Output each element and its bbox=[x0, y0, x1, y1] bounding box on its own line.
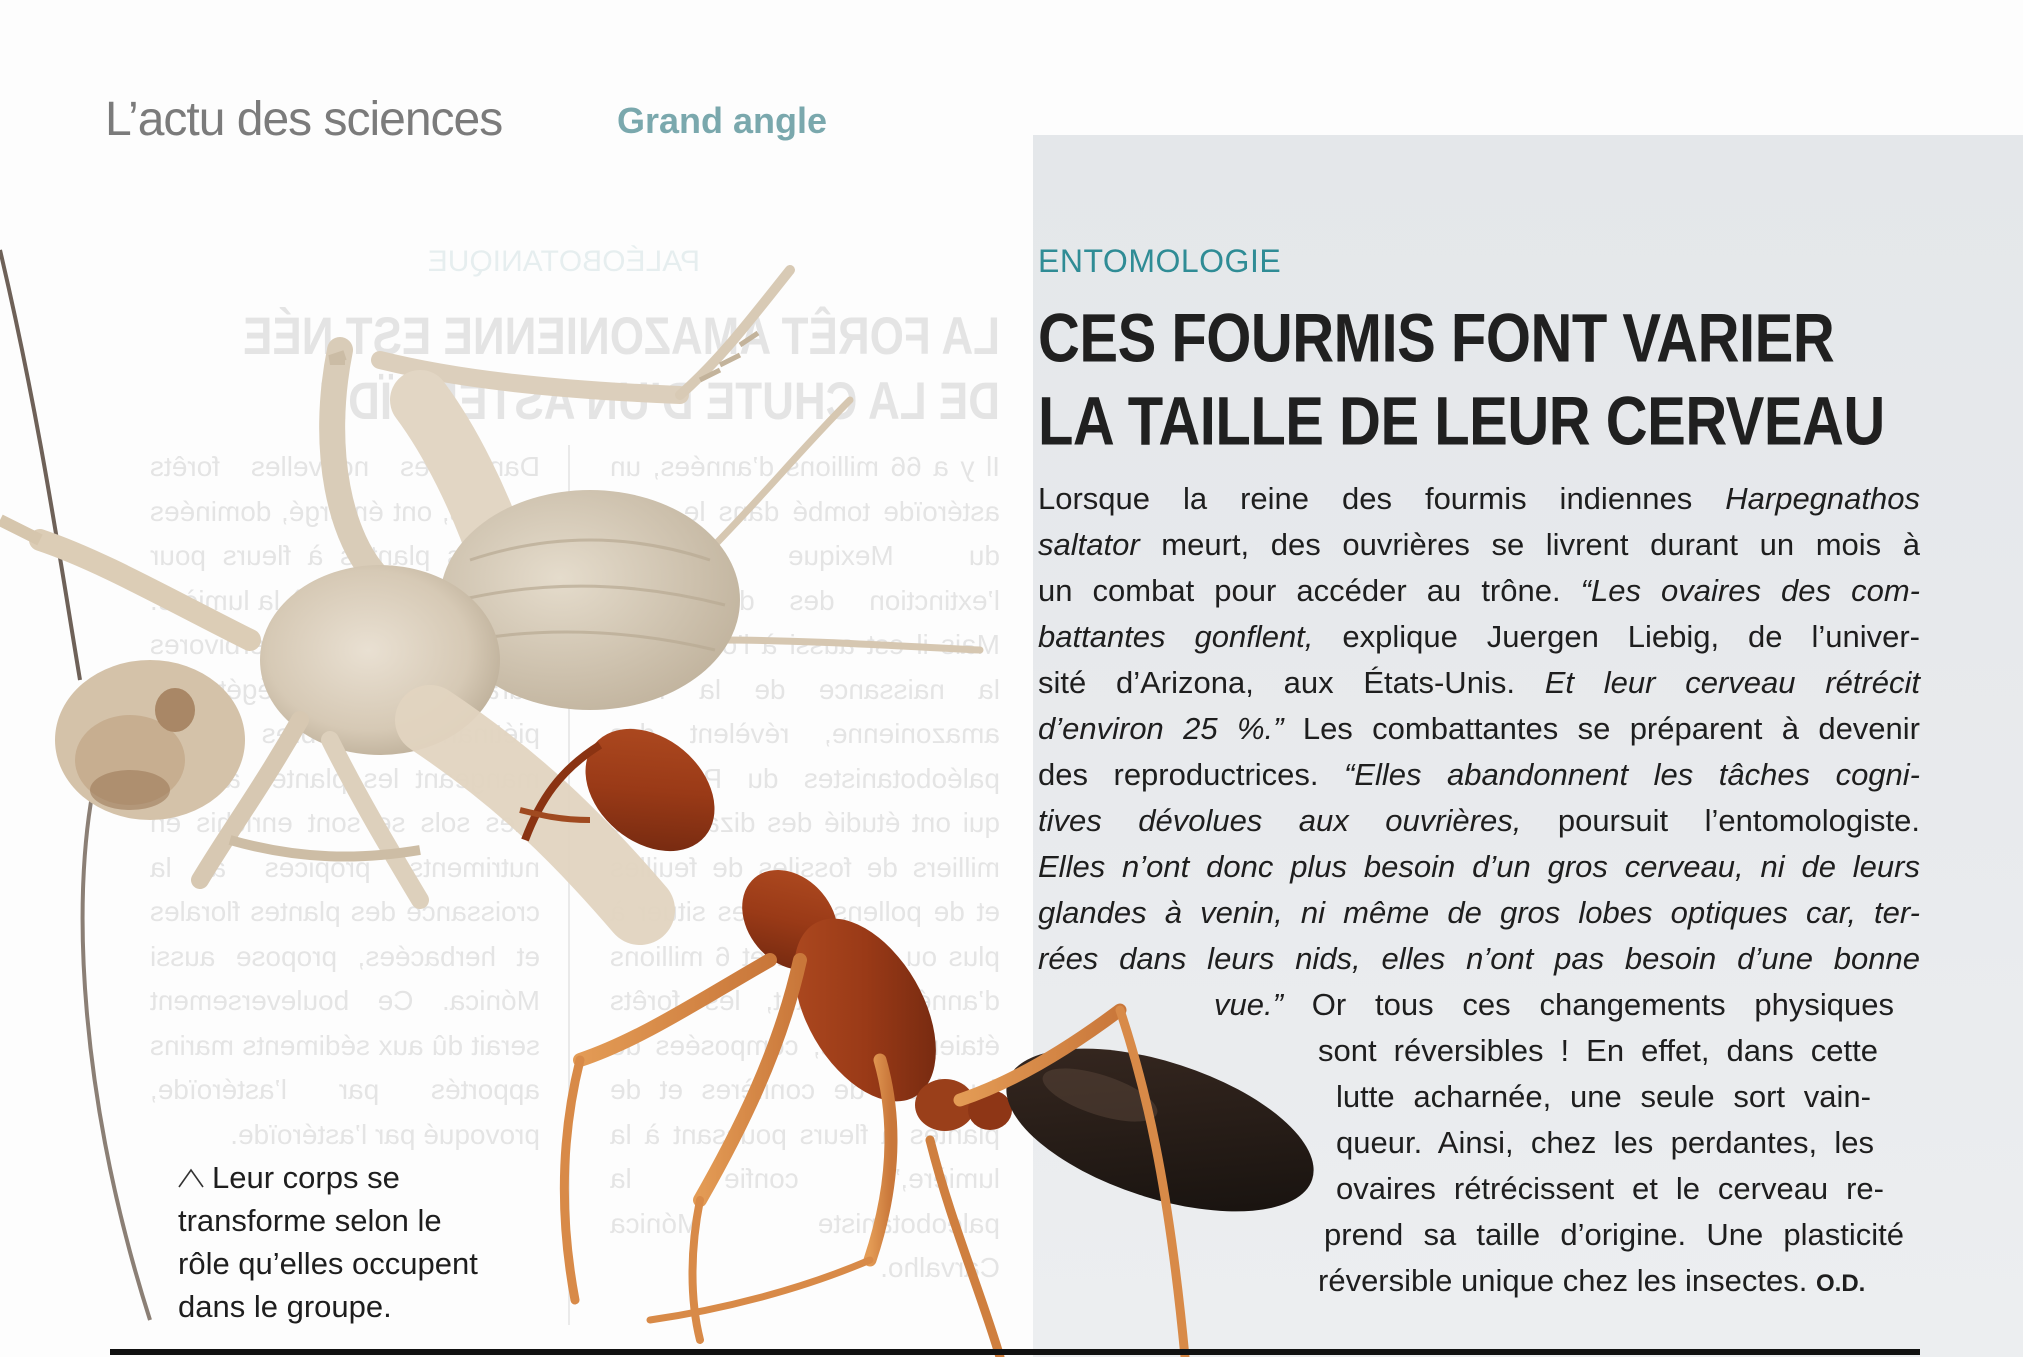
body-line: battantes gonflent, explique Juergen Liebig, de l’univer- bbox=[1038, 619, 1920, 654]
bleed-column: Il y a 66 millions d’années, un astéroïde tombé dans le du Mexique l’extinction des Mais il est aussi à la naissance de la amazonienne, révèlent paléobotanistes du qui ont étudié des milliers de fossiles de feuilles et de pollens les situer à plus ou et 6 millions d’années. les forêts étaient composées de de conifères et de plantes à fleurs poussant à la lumière,” confie la paléobotaniste Mónica Carvalho. bbox=[610, 451, 1000, 1283]
rubric-label: Grand angle bbox=[617, 100, 828, 141]
headline-line: CES FOURMIS FONT VARIER bbox=[1038, 300, 1835, 378]
body-line: lutte acharnée, une seule sort vain- bbox=[1336, 1079, 1871, 1114]
caption-pointer-icon bbox=[178, 1168, 204, 1188]
article-headline bbox=[1038, 298, 1998, 463]
body-line: saltator meurt, des ouvrières se livrent durant un mois à bbox=[1038, 527, 1920, 562]
body-line: sont réversibles ! En effet, dans cette bbox=[1318, 1033, 1878, 1068]
body-line: vue.” Or tous ces changements physiques bbox=[1214, 987, 1894, 1022]
article-body bbox=[1038, 476, 1920, 1307]
author-signature: O.D. bbox=[1815, 1270, 1866, 1297]
caption-line: dans le groupe. bbox=[178, 1289, 392, 1324]
photo-caption bbox=[178, 1156, 478, 1328]
body-line: prend sa taille d’origine. Une plasticité bbox=[1324, 1217, 1904, 1252]
body-line: glandes à venin, ni même de gros lobes optiques car, ter- bbox=[1038, 895, 1920, 930]
body-line: tives dévolues aux ouvrières, poursuit l’entomologiste. bbox=[1038, 803, 1920, 838]
bleed-column: Dans ces nouvelles forêts denses, ont émergé, dominées plantes à fleurs pour la lumière. herbivores piétinant arbres mangeant les plantes “Les sols se sont enrichis en nutriments propices à la croissance des plantes florales et herbacées, propose aussi Mónica. Ce bouleversement serait dû aux sédiments marins apportés par l’astéroïde, provoqué par l’astéroïde. bbox=[150, 451, 540, 1150]
bleed-title-line: LA FORÊT AMAZONIENNE EST NÉE bbox=[243, 307, 1000, 367]
bleed-title-line: DE LA CHUTE D’UN ASTÉROÏDE bbox=[318, 372, 1000, 431]
bleed-kicker: PALÉOBOTANIQUE bbox=[427, 245, 700, 278]
body-line: queur. Ainsi, chez les perdantes, les bbox=[1336, 1125, 1874, 1160]
body-line: Elles n’ont donc plus besoin d’un gros cerveau, ni de leurs bbox=[1038, 849, 1920, 884]
body-line: ovaires rétrécissent et le cerveau re- bbox=[1336, 1171, 1884, 1206]
caption-line: Leur corps se bbox=[178, 1156, 478, 1199]
caption-line: rôle qu’elles occupent bbox=[178, 1246, 478, 1281]
body-line: Lorsque la reine des fourmis indiennes Harpegnathos bbox=[1038, 481, 1920, 516]
body-line: rées dans leurs nids, elles n’ont pas besoin d’une bonne bbox=[1038, 941, 1920, 976]
caption-line: transforme selon le bbox=[178, 1203, 442, 1238]
article-kicker: ENTOMOLOGIE bbox=[1038, 243, 1282, 279]
body-line: sité d’Arizona, aux États-Unis. Et leur cerveau rétrécit bbox=[1038, 665, 1920, 700]
body-line: réversible unique chez les insectes. O.D. bbox=[1318, 1263, 1866, 1298]
body-line: d’environ 25 %.” Les combattantes se préparent à devenir bbox=[1038, 711, 1921, 746]
bottom-divider bbox=[110, 1349, 1920, 1355]
section-title: L’actu des sciences bbox=[105, 93, 503, 146]
headline-line: LA TAILLE DE LEUR CERVEAU bbox=[1038, 382, 1885, 460]
body-line: des reproductrices. “Elles abandonnent les tâches cogni- bbox=[1038, 757, 1920, 792]
body-line: un combat pour accéder au trône. “Les ovaires des com- bbox=[1038, 573, 1920, 608]
